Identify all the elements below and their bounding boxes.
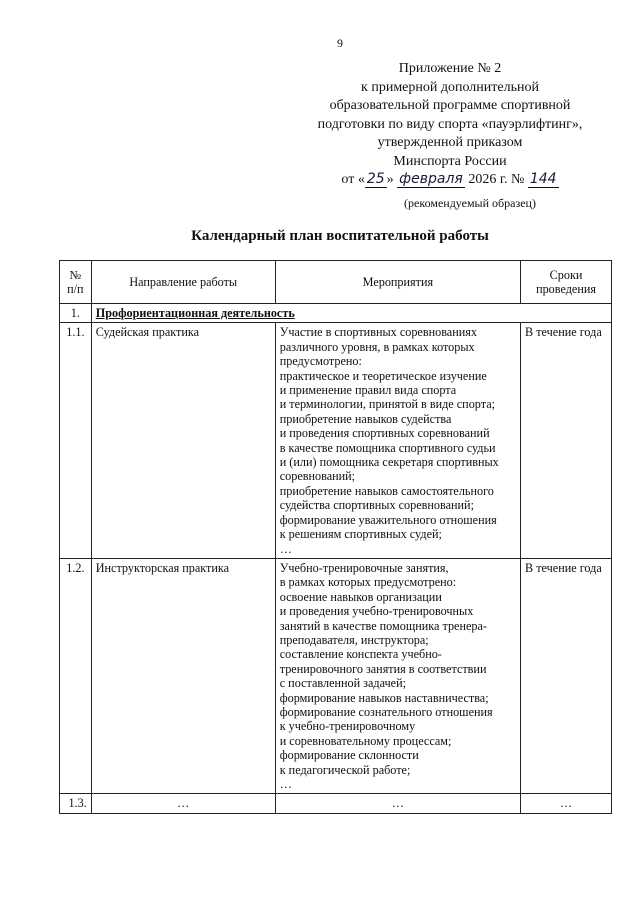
row-term: В течение года (521, 558, 612, 794)
table-row (60, 558, 612, 794)
appendix-line: Приложение № 2 (398, 61, 502, 76)
order-date-line: от « 25 » февраля 2026 г. № 144 (341, 171, 557, 187)
appendix-line: образовательной программе спортивной (329, 98, 571, 113)
section-title: Профориентационная деятельность (91, 304, 611, 323)
row-term: … (521, 794, 612, 813)
header-activities: Мероприятия (275, 261, 520, 304)
order-number: 144 (529, 171, 557, 187)
row-activities: Учебно-тренировочные занятия, в рамках которых предусмотрено: освоение навыков организации и проведения учебно-тренировочных занятий в качестве помощника тренера- преподавателя, инструктора; составление конспекта учебно- тренировочного занятия в соответствии с поставленной задачей; формирование навыков наставничества; формирование сознательного отношения к учебно-тренировочному и соревновательному процессам; формирование склонности к педагогической работе; … (275, 558, 520, 794)
row-num: 1.3. (60, 794, 92, 813)
row-term: В течение года (521, 323, 612, 559)
appendix-line: утвержденной приказом (377, 135, 523, 150)
header-term: Сроки проведения (521, 261, 612, 304)
row-num: 1.1. (60, 323, 92, 559)
table-row (60, 794, 612, 813)
appendix-line: Минспорта России (393, 153, 507, 169)
recommended-note: (рекомендуемый образец) (404, 196, 536, 210)
row-direction: Судейская практика (91, 323, 275, 559)
header-num: № п/п (60, 261, 92, 304)
page-number: 9 (337, 36, 343, 50)
appendix-line: подготовки по виду спорта «пауэрлифтинг», (317, 116, 583, 132)
appendix-line: к примерной дополнительной (361, 79, 539, 95)
document-title: Календарный план воспитательной работы (191, 228, 489, 244)
order-month: февраля (399, 171, 463, 187)
order-prefix: от (341, 172, 355, 187)
section-num: 1. (60, 304, 92, 323)
order-number-label: № (511, 172, 525, 187)
row-direction: Инструкторская практика (91, 558, 275, 794)
appendix-block (300, 60, 600, 190)
row-num: 1.2. (60, 558, 92, 794)
order-day: 25 (366, 171, 385, 187)
table-header-row (60, 261, 612, 304)
table-row (60, 323, 612, 559)
row-activities: Участие в спортивных соревнованиях различного уровня, в рамках которых предусмотрено: практическое и теоретическое изучение и применение правил вида спорта и терминологии, принятой в виде спорта; приобретение навыков судейства и проведения спортивных соревнований в качестве помощника спортивного судьи и (или) помощника секретаря спортивных соревнований; приобретение навыков самостоятельного судейства спортивных соревнований; формирование уважительного отношения к решениям спортивных судей; … (275, 323, 520, 559)
section-row (60, 304, 612, 323)
row-activities: … (275, 794, 520, 813)
plan-table (59, 260, 612, 814)
header-direction: Направление работы (91, 261, 275, 304)
order-year: 2026 г. (468, 172, 508, 187)
row-direction: … (91, 794, 275, 813)
